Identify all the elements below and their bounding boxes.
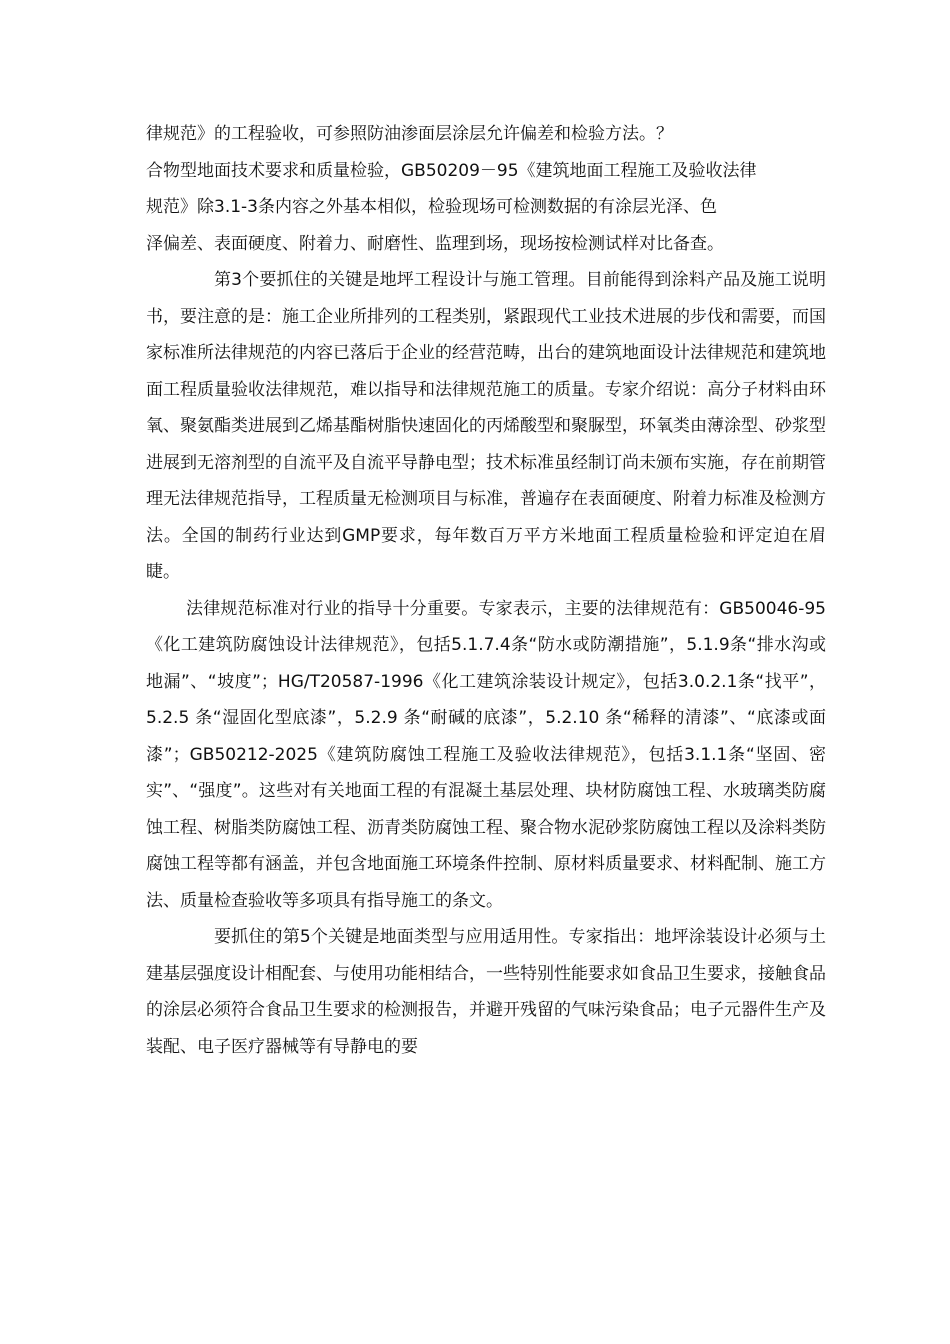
text-line: 合物型地面技术要求和质量检验，GB50209－95《建筑地面工程施工及验收法律 (146, 160, 757, 181)
paragraph: 要抓住的第5个关键是地面类型与应用适用性。专家指出：地坪涂装设计必须与土建基层强度设计相配套、与使用功能相结合，一些特别性能要求如食品卫生要求，接触食品的涂层必须符合食品卫生要求的检测报告，并避开残留的气味污染食品；电子元器件生产及装配、电子医疗器械等有导静电的要 (146, 927, 826, 1057)
text-line: 泽偏差、表面硬度、附着力、耐磨性、监理到场，现场按检测试样对比备查。 (146, 233, 724, 254)
document-body (146, 116, 826, 1065)
text-line: 律规范》的工程验收，可参照防油渗面层涂层允许偏差和检验方法。？ (146, 124, 673, 144)
paragraph: 第3个要抓住的关键是地坪工程设计与施工管理。目前能得到涂料产品及施工说明书，要注意的是：施工企业所排列的工程类别，紧跟现代工业技术进展的步伐和需要，而国家标准所法律规范的内容已落后于企业的经营范畴，出台的建筑地面设计法律规范和建筑地面工程质量验收法律规范，难以指导和法律规范施工的质量。专家介绍说：高分子材料由环氧、聚氨酯类进展到乙烯基酯树脂快速固化的丙烯酸型和聚脲型，环氧类由薄涂型、砂浆型进展到无溶剂型的自流平及自流平导静电型；技术标准虽经制订尚未颁布实施，存在前期管理无法律规范指导，工程质量无检测项目与标准，普遍存在表面硬度、附着力标准及检测方法。全国的制药行业达到GMP要求，每年数百万平方米地面工程质量检验和评定迫在眉睫。 (146, 270, 826, 582)
text-line: 规范》除3.1-3条内容之外基本相似，检验现场可检测数据的有涂层光泽、色 (146, 197, 717, 217)
paragraph: 法律规范标准对行业的指导十分重要。专家表示，主要的法律规范有：GB50046-95《化工建筑防腐蚀设计法律规范》，包括5.1.7.4条“防水或防潮措施”，5.1.9条“排水沟或地漏”、“坡度”；HG/T20587-1996《化工建筑涂装设计规定》，包括3.0.2.1条“找平”，5.2.5 条“湿固化型底漆”，5.2.9 条“耐碱的底漆”，5.2.10 条“稀释的清漆”、“底漆或面漆”；GB50212-2025《建筑防腐蚀工程施工及验收法律规范》，包括3.1.1条“坚固、密实”、“强度”。这些对有关地面工程的有混凝土基层处理、块材防腐蚀工程、水玻璃类防腐蚀工程、树脂类防腐蚀工程、沥青类防腐蚀工程、聚合物水泥砂浆防腐蚀工程以及涂料类防腐蚀工程等都有涵盖，并包含地面施工环境条件控制、原材料质量要求、材料配制、施工方法、质量检查验收等多项具有指导施工的条文。 (146, 598, 826, 911)
